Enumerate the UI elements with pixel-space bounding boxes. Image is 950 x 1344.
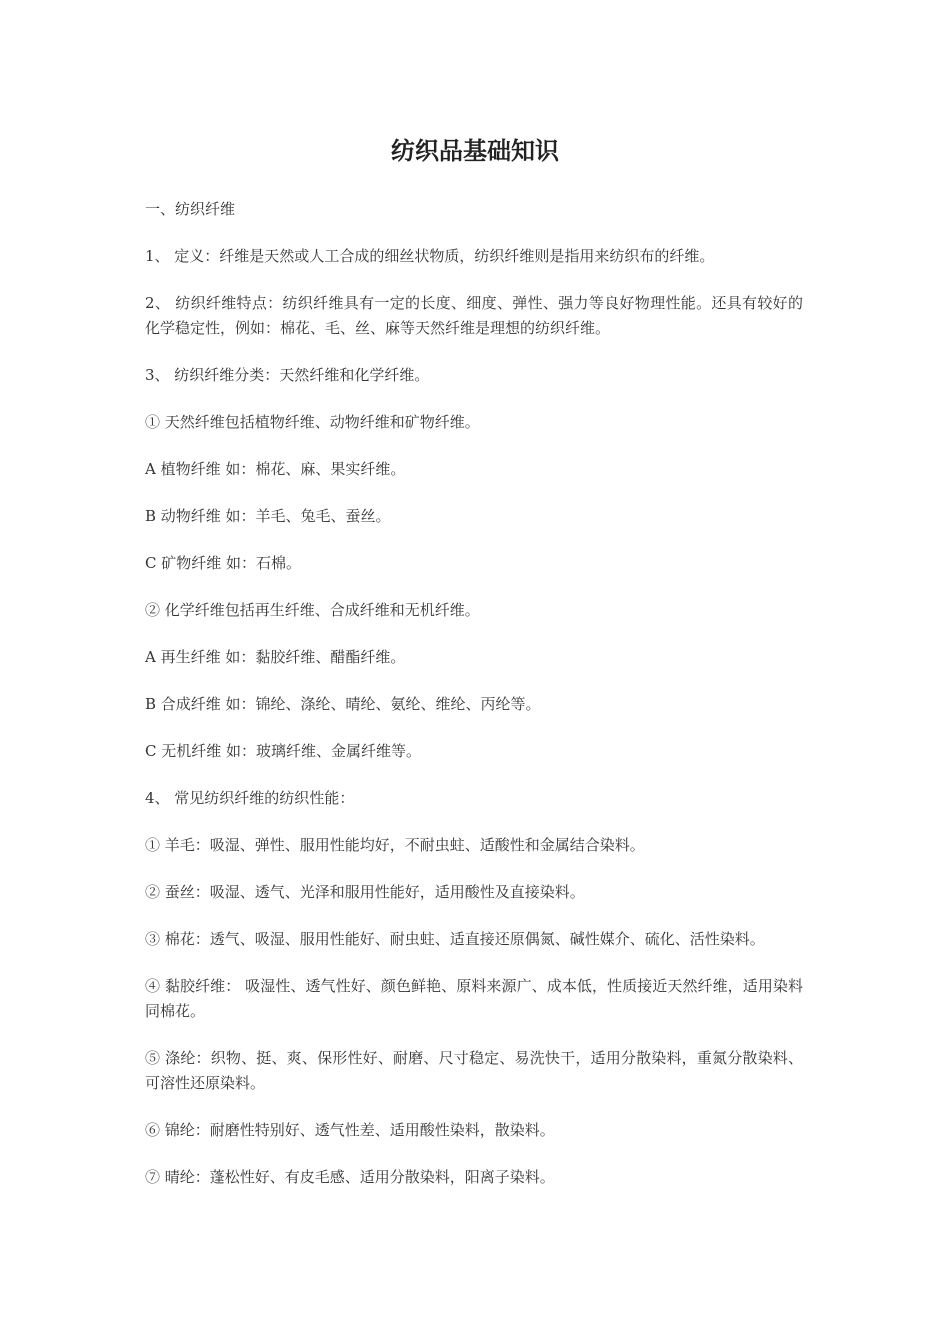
paragraph: ① 天然纤维包括植物纤维、动物纤维和矿物纤维。	[145, 413, 480, 431]
paragraph: ② 化学纤维包括再生纤维、合成纤维和无机纤维。	[145, 601, 480, 619]
paragraph: ⑥ 锦纶：耐磨性特别好、透气性差、适用酸性染料，散染料。	[145, 1121, 555, 1139]
paragraph: 2、 纺织纤维特点：纺织纤维具有一定的长度、细度、弹性、强力等良好物理性能。还具有较好的化学稳定性，例如：棉花、毛、丝、麻等天然纤维是理想的纺织纤维。	[145, 294, 803, 337]
paragraph: ② 蚕丝：吸湿、透气、光泽和服用性能好，适用酸性及直接染料。	[145, 883, 585, 901]
paragraph: ⑦ 晴纶：蓬松性好、有皮毛感、适用分散染料，阳离子染料。	[145, 1168, 555, 1186]
paragraph: ④ 黏胶纤维： 吸湿性、透气性好、颜色鲜艳、原料来源广、成本低，性质接近天然纤维，适用染料同棉花。	[145, 977, 803, 1020]
paragraph: C 矿物纤维 如：石棉。	[145, 554, 302, 572]
paragraph: 一、纺织纤维	[145, 200, 236, 218]
paragraph: B 动物纤维 如：羊毛、兔毛、蚕丝。	[145, 507, 391, 525]
paragraph: 3、 纺织纤维分类：天然纤维和化学纤维。	[145, 366, 430, 384]
page-title: 纺织品基础知识	[391, 137, 559, 165]
paragraph: ⑤ 涤纶：织物、挺、爽、保形性好、耐磨、尺寸稳定、易洗快干，适用分散染料，重氮分散染料、可溶性还原染料。	[145, 1049, 803, 1092]
paragraph: A 植物纤维 如：棉花、麻、果实纤维。	[145, 460, 406, 478]
paragraph: A 再生纤维 如：黏胶纤维、醋酯纤维。	[145, 648, 406, 666]
paragraph: B 合成纤维 如：锦纶、涤纶、晴纶、氨纶、维纶、丙纶等。	[145, 695, 541, 713]
paragraph: 4、 常见纺织纤维的纺织性能：	[145, 789, 355, 807]
paragraph: ③ 棉花：透气、吸湿、服用性能好、耐虫蛀、适直接还原偶氮、碱性媒介、硫化、活性染料。	[145, 930, 765, 948]
document-body	[145, 197, 803, 1212]
paragraph: 1、 定义：纤维是天然或人工合成的细丝状物质，纺织纤维则是指用来纺织布的纤维。	[145, 247, 715, 265]
paragraph: C 无机纤维 如：玻璃纤维、金属纤维等。	[145, 742, 422, 760]
paragraph: ① 羊毛：吸湿、弹性、服用性能均好，不耐虫蛀、适酸性和金属结合染料。	[145, 836, 645, 854]
